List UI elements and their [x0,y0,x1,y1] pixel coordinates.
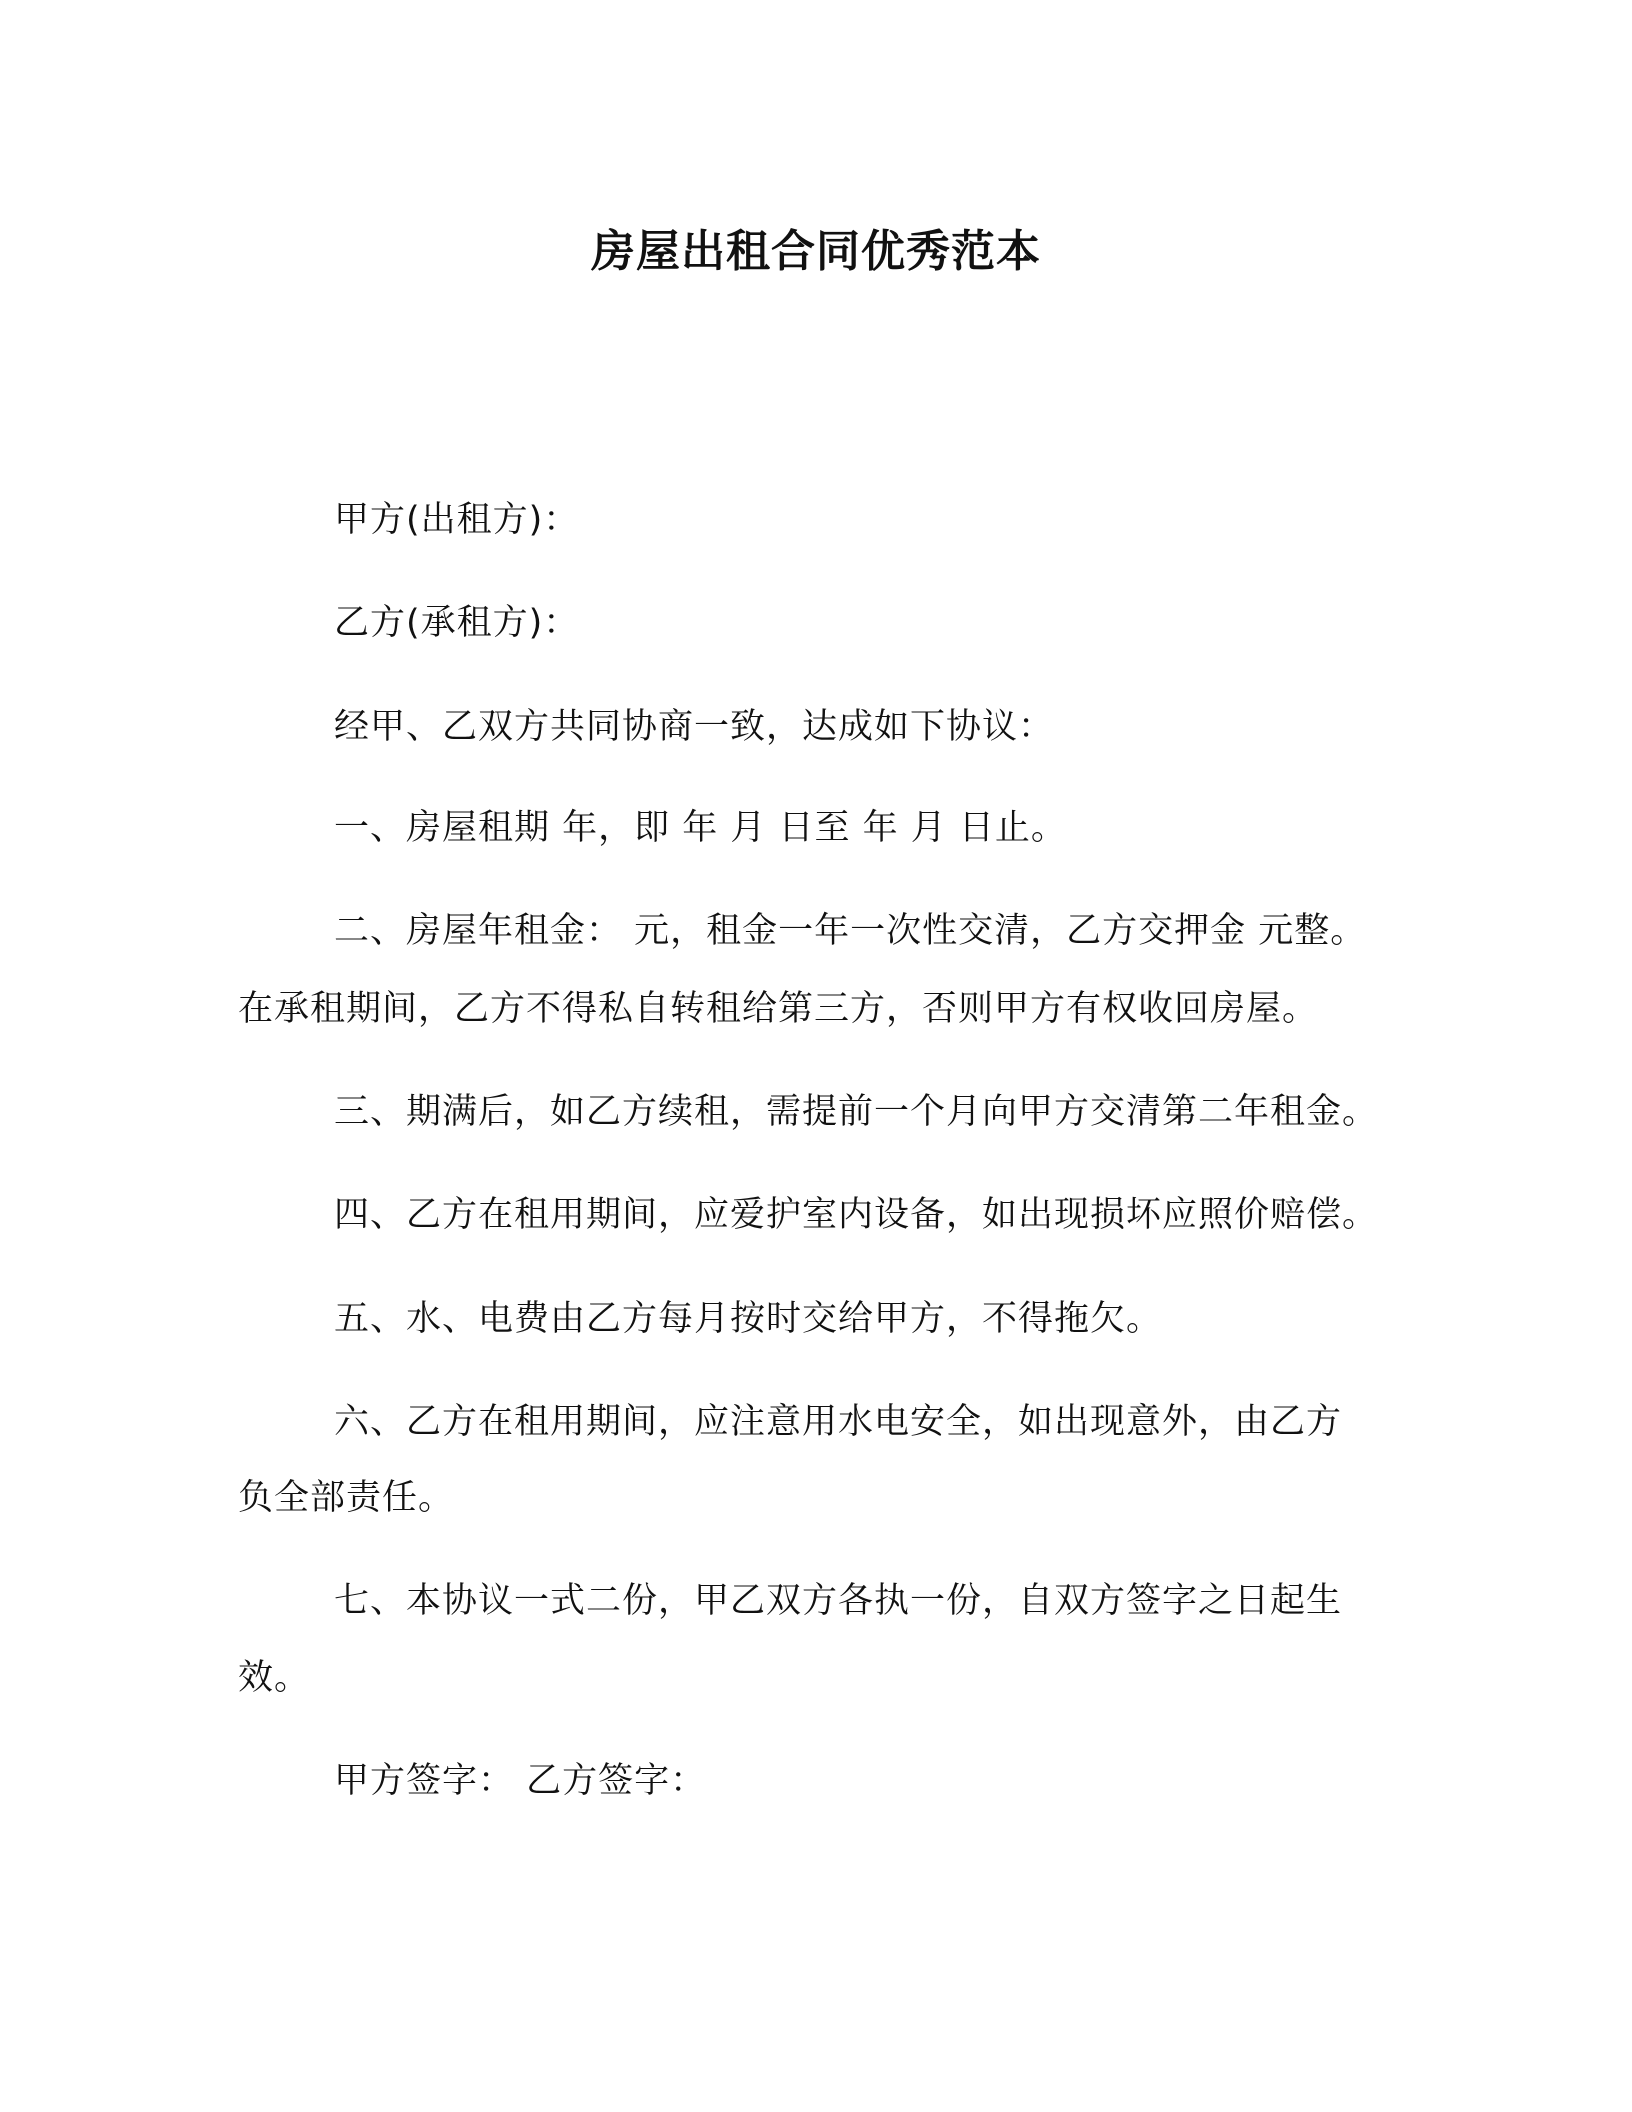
party-b-line: 乙方(承租方)： [334,603,580,643]
clause-6-line-1: 六、乙方在租用期间，应注意用水电安全，如出现意外，由乙方 [334,1402,1343,1442]
document-title: 房屋出租合同优秀范本 [591,226,1041,277]
clause-7-line-2: 效。 [238,1658,311,1698]
clause-6-line-2: 负全部责任。 [238,1478,455,1518]
clause-2-line-1: 二、房屋年租金： 元，租金一年一次性交清，乙方交押金 元整。 [334,911,1367,951]
clause-3: 三、期满后，如乙方续租，需提前一个月向甲方交清第二年租金。 [334,1092,1379,1132]
signature-line: 甲方签字： 乙方签字： [334,1761,707,1801]
clause-1: 一、房屋租期 年，即 年 月 日至 年 月 日止。 [334,808,1067,848]
clause-7-line-1: 七、本协议一式二份，甲乙双方各执一份，自双方签字之日起生 [334,1581,1343,1621]
clause-5: 五、水、电费由乙方每月按时交给甲方，不得拖欠。 [334,1299,1163,1339]
clause-2-line-2: 在承租期间，乙方不得私自转租给第三方，否则甲方有权收回房屋。 [238,989,1319,1029]
party-a-line: 甲方(出租方)： [334,500,580,540]
clause-4: 四、乙方在租用期间，应爱护室内设备，如出现损坏应照价赔偿。 [334,1195,1379,1235]
preamble-line: 经甲、乙双方共同协商一致，达成如下协议： [334,707,1055,747]
